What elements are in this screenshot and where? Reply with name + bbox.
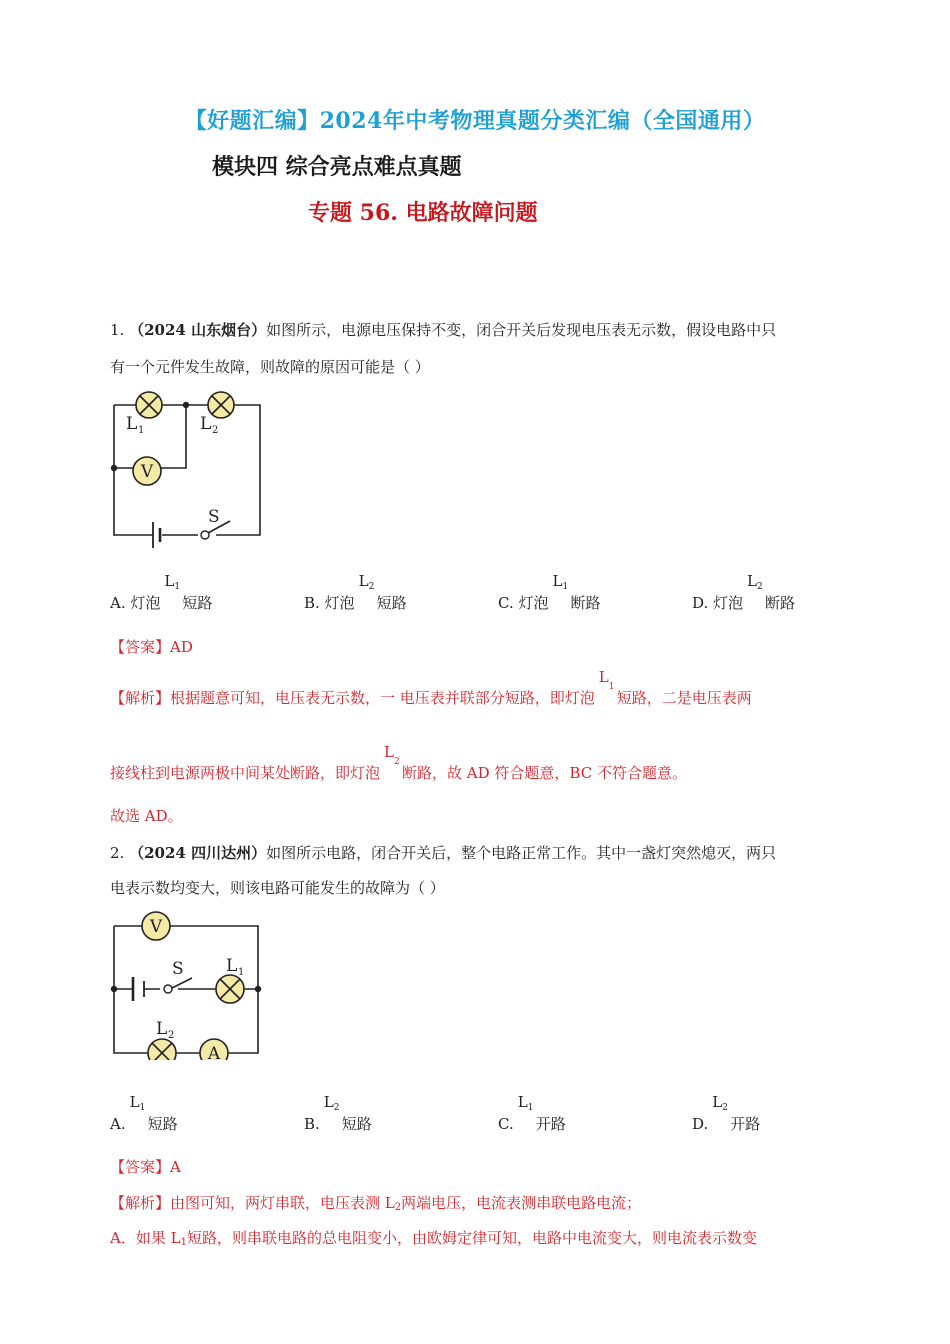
lamp-symbol: L 1 <box>598 668 615 692</box>
q2-number: 2. <box>110 844 125 862</box>
q2-option-c[interactable]: C. L 1 开路 <box>498 1093 566 1133</box>
q2-option-b[interactable]: B. L 2 短路 <box>304 1093 372 1133</box>
q1-option-d[interactable]: D. 灯泡 L 2 断路 <box>692 572 796 612</box>
q2-stem-line1: 如图所示电路，闭合开关后，整个电路正常工作。其中一盏灯突然熄灭，两只 <box>266 844 777 862</box>
q2-option-a[interactable]: A. L 1 短路 <box>110 1093 178 1133</box>
q1-analysis-line1: 【解析】根据题意可知，电压表无示数，一 电压表并联部分短路，即灯泡 L 1 短路，二是电压表两 <box>110 668 752 707</box>
q1-option-c[interactable]: C. 灯泡 L 1 断路 <box>498 572 601 612</box>
q1-line1 <box>110 320 776 340</box>
document-title: 【好题汇编】2024年中考物理真题分类汇编（全国通用） <box>184 108 766 134</box>
lamp-l2-icon <box>148 1039 176 1060</box>
switch-label: S <box>208 507 220 527</box>
q1-circuit-diagram <box>108 388 268 553</box>
l2-label: L <box>156 1019 168 1039</box>
q2-circuit-diagram <box>108 908 266 1060</box>
q1-conclusion: 故选 AD。 <box>110 807 183 825</box>
lamp-l1-icon <box>216 975 244 1003</box>
l1-label: L <box>226 956 238 976</box>
q2-answer <box>110 1157 181 1177</box>
lamp-l2-icon <box>208 392 234 418</box>
l2-subscript: 2 <box>168 1030 175 1041</box>
voltmeter-label: V <box>140 462 154 482</box>
lamp-symbol: L 2 <box>384 743 400 767</box>
switch-label: S <box>172 959 184 979</box>
l1-subscript: 1 <box>138 425 145 436</box>
voltmeter-icon <box>133 457 161 485</box>
q1-option-b[interactable]: B. 灯泡 L 2 短路 <box>304 572 407 612</box>
ammeter-icon <box>200 1039 228 1060</box>
l1-label: L <box>126 414 138 434</box>
lamp-symbol: L 1 <box>517 1093 534 1113</box>
lamp-symbol: L 2 <box>323 1093 340 1113</box>
lamp-symbol: L 1 <box>552 572 569 592</box>
answer-tag: 【答案】 <box>110 638 171 656</box>
voltmeter-icon <box>142 912 170 940</box>
q1-stem-line2: 有一个元件发生故障，则故障的原因可能是（ ） <box>110 358 430 376</box>
q1-source: （2024 山东烟台） <box>129 321 267 339</box>
lamp-symbol: L 1 <box>164 572 181 592</box>
q1-analysis-line2: 接线柱到电源两极中间某处断路，即灯泡 L 2 断路，故 AD 符合题意，BC 不符合题意。 <box>110 743 687 782</box>
l2-label: L <box>200 414 212 434</box>
l1-subscript: 1 <box>238 967 245 978</box>
q1-number: 1. <box>110 321 125 339</box>
answer-value: AD <box>170 638 193 656</box>
q2-analysis-line2: A．如果 $L_1$短路，则串联电路的总电阻变小，由欧姆定律可知，电路中电流变大，则电流表示数变 <box>110 1229 757 1248</box>
answer-value: A <box>170 1158 181 1176</box>
q1-stem-line1: 如图所示，电源电压保持不变，闭合开关后发现电压表无示数，假设电路中只 <box>266 321 777 339</box>
ammeter-label: A <box>207 1044 221 1060</box>
lamp-symbol: L 2 <box>747 572 763 592</box>
q2-line1 <box>110 843 776 863</box>
q2-analysis-line1: 【解析】由图可知，两灯串联，电压表测 $L_2$两端电压，电流表测串联电路电流； <box>110 1194 642 1213</box>
answer-tag: 【答案】 <box>110 1158 171 1176</box>
q2-source: （2024 四川达州） <box>129 844 267 862</box>
l2-subscript: 2 <box>212 425 219 436</box>
q1-option-a[interactable]: A. 灯泡 L 1 短路 <box>110 572 213 612</box>
lamp-l1-icon <box>136 392 162 418</box>
lamp-symbol: L 2 <box>712 1093 728 1113</box>
topic-title: 专题 56. 电路故障问题 <box>308 200 538 226</box>
q2-option-d[interactable]: D. L 2 开路 <box>692 1093 761 1133</box>
analysis-tag: 【解析】 <box>110 1194 171 1212</box>
q1-answer <box>110 637 193 657</box>
q2-stem-line2: 电表示数均变大，则该电路可能发生的故障为（ ） <box>110 879 445 897</box>
lamp-symbol: L 2 <box>358 572 375 592</box>
voltmeter-label: V <box>149 917 163 937</box>
analysis-tag: 【解析】 <box>110 689 171 707</box>
lamp-symbol: L 1 <box>129 1093 146 1113</box>
module-title: 模块四 综合亮点难点真题 <box>212 154 462 180</box>
